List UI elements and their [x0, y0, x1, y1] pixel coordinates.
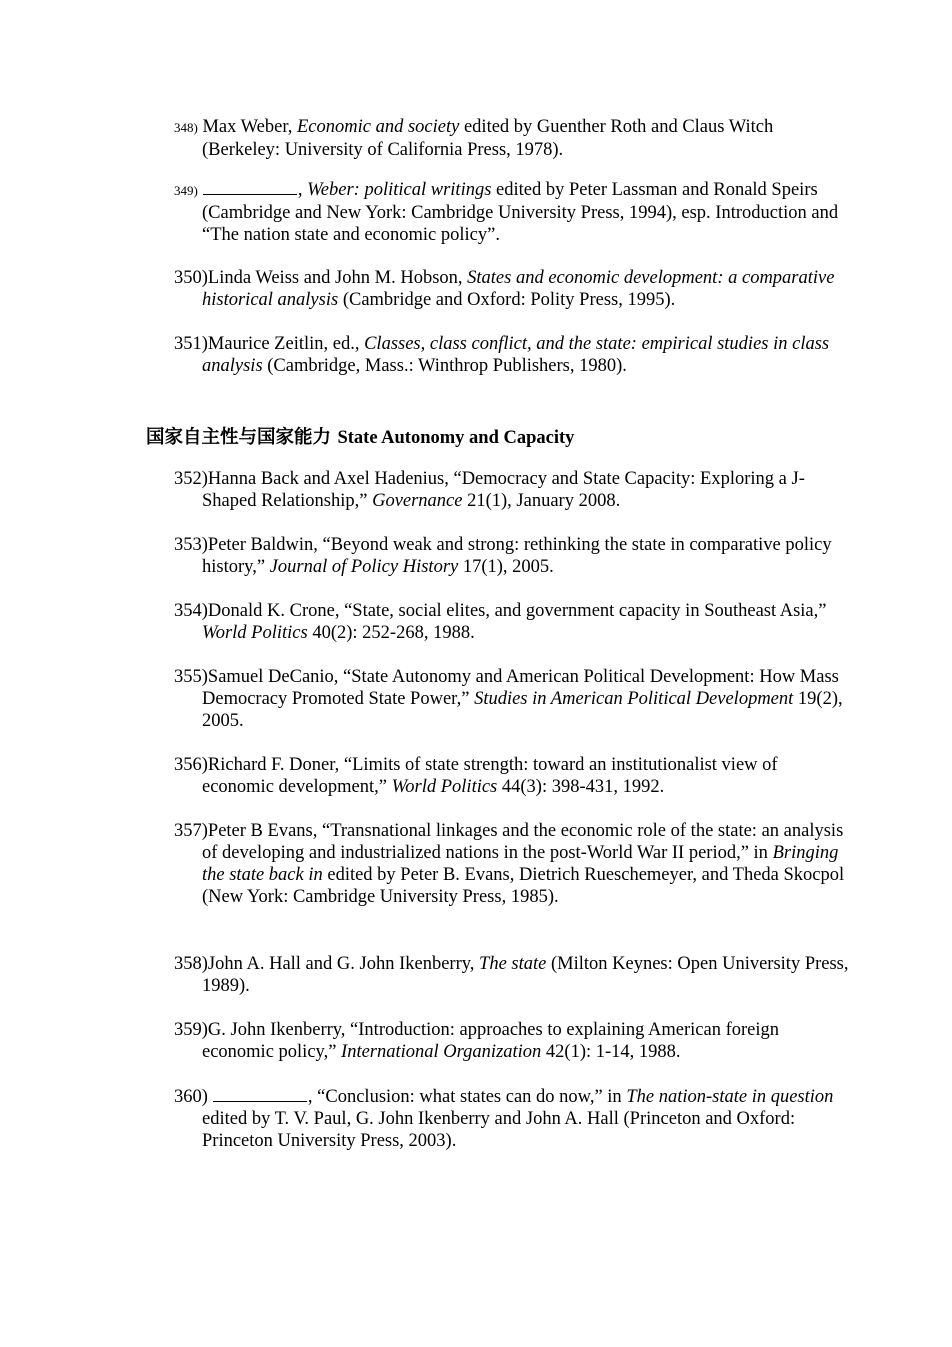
reference-number: 355) [174, 667, 208, 687]
reference-text: Linda Weiss and John M. Hobson, [207, 268, 468, 288]
reference-number: 358) [174, 954, 208, 974]
reference-text: edited by Peter Lassman and Ronald Speirs (Cambridge and New York: Cambridge University Press, 1994), esp. Introduction and “The nation state and economic policy”. [202, 180, 839, 245]
reference-entry-354 [174, 600, 852, 644]
reference-title: International Organization [341, 1042, 542, 1062]
reference-entry-360 [174, 1086, 852, 1152]
reference-number: 360) [174, 1087, 208, 1107]
reference-number: 349) [174, 183, 198, 198]
reference-title: World Politics [202, 623, 308, 643]
reference-text: Richard F. Doner, “Limits of state strength: toward an institutionalist view of economic development,” [202, 755, 778, 797]
reference-text: 21(1), January 2008. [462, 491, 621, 511]
reference-text: Peter B Evans, “Transnational linkages and the economic role of the state: an analysis of developing and industrialized nations in the post-World War II period,” in [202, 821, 844, 863]
reference-text: 17(1), 2005. [458, 557, 554, 577]
reference-text: Maurice Zeitlin, ed., [207, 334, 365, 354]
reference-title: Journal of Policy History [269, 557, 459, 577]
reference-text: , [297, 180, 308, 200]
reference-entry-357 [174, 820, 852, 908]
reference-text: , “Conclusion: what states can do now,” in [307, 1087, 627, 1107]
reference-title: World Politics [391, 777, 498, 797]
reference-entry-352 [174, 468, 852, 512]
reference-title: Classes, class conflict, and the state: empirical studies in class analysis [202, 334, 830, 376]
reference-number: 350) [174, 268, 208, 288]
reference-text: John A. Hall and G. John Ikenberry, [207, 954, 480, 974]
reference-text: edited by Guenther Roth and Claus Witch (Berkeley: University of California Press, 1978). [202, 117, 774, 160]
reference-entry-349 [174, 179, 852, 246]
reference-text: (Cambridge and Oxford: Polity Press, 1995). [338, 290, 676, 310]
reference-text: edited by T. V. Paul, G. John Ikenberry and John A. Hall (Princeton and Oxford: Princeton University Press, 2003). [202, 1109, 796, 1151]
reference-text: Samuel DeCanio, “State Autonomy and American Political Development: How Mass Democracy Promoted State Power,” [202, 667, 839, 709]
reference-number: 359) [174, 1020, 208, 1040]
reference-text: 19(2), 2005. [202, 689, 843, 731]
ditto-line [203, 179, 297, 195]
reference-entry-355 [174, 666, 852, 732]
reference-text: Peter Baldwin, “Beyond weak and strong: rethinking the state in comparative policy history,” [202, 535, 832, 577]
reference-entry-358 [174, 953, 852, 997]
reference-number: 357) [174, 821, 208, 841]
reference-number: 348) [174, 120, 198, 135]
reference-title: States and economic development: a comparative historical analysis [202, 268, 835, 310]
reference-entry-351 [174, 333, 852, 377]
reference-text: 42(1): 1-14, 1988. [541, 1042, 681, 1062]
reference-number: 356) [174, 755, 208, 775]
reference-entry-353 [174, 534, 852, 578]
reference-text: Donald K. Crone, “State, social elites, and government capacity in Southeast Asia,” [207, 601, 827, 621]
reference-text: 40(2): 252-268, 1988. [307, 623, 475, 643]
reference-title: Weber: political writings [307, 180, 492, 200]
ditto-line [213, 1086, 307, 1102]
section-title-en: State Autonomy and Capacity [337, 428, 575, 448]
reference-number: 352) [174, 469, 208, 489]
reference-title: The state [479, 954, 547, 974]
section-heading [146, 423, 574, 449]
reference-entry-356 [174, 754, 852, 798]
reference-title: Economic and society [297, 117, 460, 137]
reference-number: 351) [174, 334, 208, 354]
reference-title: Studies in American Political Development [474, 689, 794, 709]
reference-number: 354) [174, 601, 208, 621]
reference-title: Governance [372, 491, 463, 511]
reference-entry-359 [174, 1019, 852, 1063]
reference-number: 353) [174, 535, 208, 555]
reference-text: edited by Peter B. Evans, Dietrich Rueschemeyer, and Theda Skocpol (New York: Cambridge University Press, 1985). [202, 865, 845, 907]
reference-text: 44(3): 398-431, 1992. [497, 777, 665, 797]
reference-text: (Cambridge, Mass.: Winthrop Publishers, 1980). [262, 356, 627, 376]
reference-entry-348 [174, 116, 852, 161]
reference-entry-350 [174, 267, 852, 311]
reference-text: Hanna Back and Axel Hadenius, “Democracy and State Capacity: Exploring a J-Shaped Relationship,” [202, 469, 805, 511]
reference-title: The nation-state in question [626, 1087, 834, 1107]
reference-text: (Milton Keynes: Open University Press, 1989). [202, 954, 849, 996]
reference-text: G. John Ikenberry, “Introduction: approaches to explaining American foreign economic policy,” [202, 1020, 780, 1062]
reference-text: Max Weber, [197, 117, 297, 137]
section-title-cn: 国家自主性与国家能力 [146, 427, 332, 448]
reference-title: Bringing the state back in [202, 843, 839, 885]
